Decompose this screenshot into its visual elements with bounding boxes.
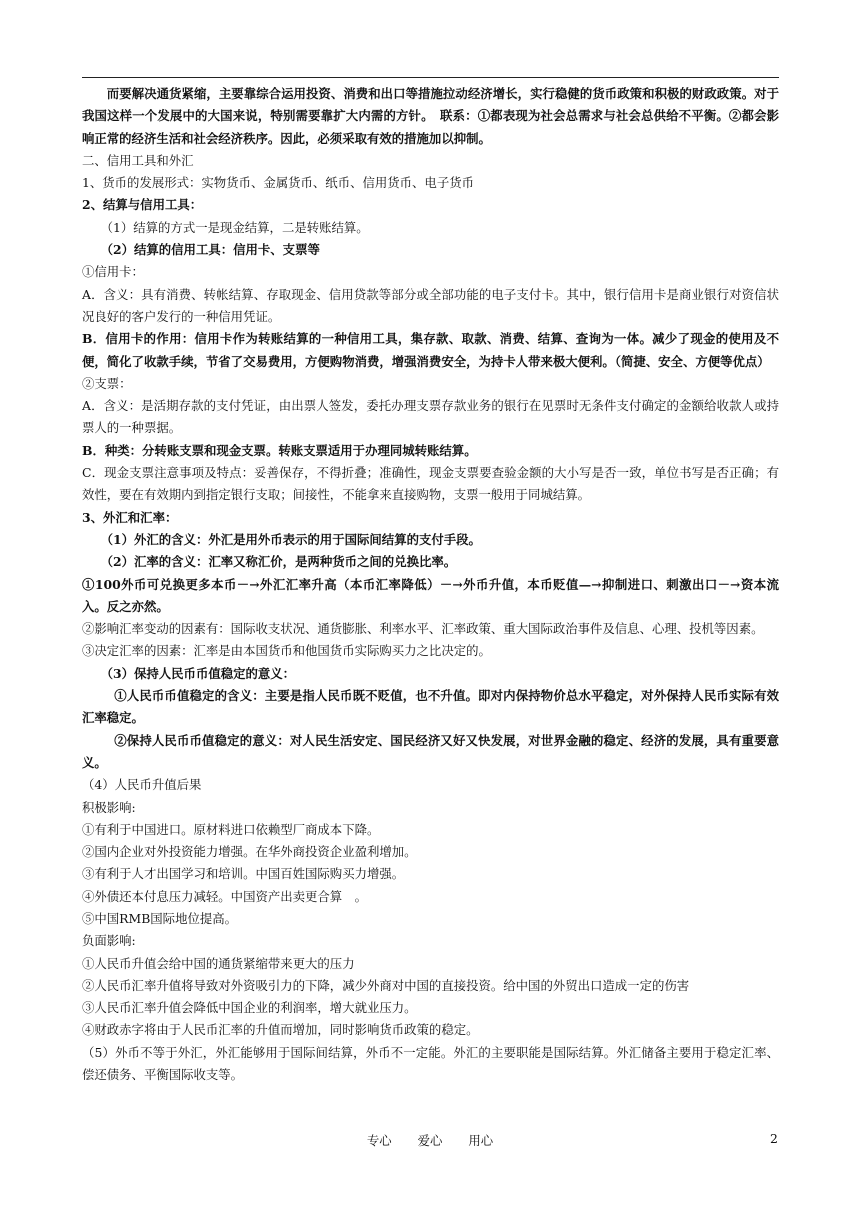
paragraph: ②影响汇率变动的因素有：国际收支状况、通货膨胀、利率水平、汇率政策、重大国际政治事件及信息、心理、投机等因素。 <box>82 621 764 637</box>
paragraph: （3）保持人民币币值稳定的意义： <box>100 665 296 681</box>
paragraph: 3、外汇和汇率： <box>82 509 178 525</box>
paragraph: ④财政赤字将由于人民币汇率的升值而增加，同时影响货币政策的稳定。 <box>82 1022 479 1038</box>
paragraph: ①人民币升值会给中国的通货紧缩带来更大的压力 <box>82 955 355 971</box>
paragraph: （2）汇率的含义：汇率又称汇价，是两种货币之间的兑换比率。 <box>100 554 457 570</box>
paragraph: 负面影响: <box>82 933 136 949</box>
paragraph: 而要解决通货紧缩，主要靠综合运用投资、消费和出口等措施拉动经济增长，实行稳健的货币政策和积极的财政政策。对于我国这样一个发展中的大国来说，特别需要靠扩大内需的方针。 联系：①都表现为社会总需求与社会总供给不平衡。②都会影响正常的经济生活和社会经济秩序。因此，必须采取有效的措施加以抑制。 <box>82 86 779 146</box>
document-body <box>82 83 779 1086</box>
footer-slogan-word: 用心 <box>468 1133 494 1148</box>
paragraph: 二、信用工具和外汇 <box>82 152 194 168</box>
paragraph: （1）结算的方式一是现金结算，二是转账结算。 <box>100 219 369 235</box>
paragraph: ①100外币可兑换更多本币－→外汇汇率升高（本币汇率降低）－→外币升值，本币贬值—→抑制进口、刺激出口－→资本流入。反之亦然。 <box>82 576 779 614</box>
paragraph: （5）外币不等于外汇，外汇能够用于国际间结算，外币不一定能。外汇的主要职能是国际结算。外汇储备主要用于稳定汇率、偿还债务、平衡国际收支等。 <box>82 1044 779 1083</box>
paragraph: ③决定汇率的因素：汇率是由本国货币和他国货币实际购买力之比决定的。 <box>82 643 491 659</box>
paragraph: B．种类：分转账支票和现金支票。转账支票适用于办理同城转账结算。 <box>82 442 477 458</box>
footer-slogan-word: 爱心 <box>417 1133 443 1148</box>
paragraph: 2、结算与信用工具： <box>82 197 203 213</box>
paragraph: 积极影响: <box>82 799 136 815</box>
paragraph: ④外债还本付息压力减轻。中国资产出卖更合算 。 <box>82 888 367 904</box>
paragraph: （2）结算的信用工具：信用卡、支票等 <box>100 242 320 258</box>
paragraph: A．含义：是活期存款的支付凭证，由出票人签发，委托办理支票存款业务的银行在见票时无条件支付确定的金额给收款人或持票人的一种票据。 <box>82 398 779 436</box>
paragraph: A．含义：具有消费、转帐结算、存取现金、信用贷款等部分或全部功能的电子支付卡。其中，银行信用卡是商业银行对资信状况良好的客户发行的一种信用凭证。 <box>82 286 779 324</box>
paragraph: ⑤中国RMB国际地位提高。 <box>82 910 238 926</box>
paragraph: ②人民币汇率升值将导致对外资吸引力的下降，减少外商对中国的直接投资。给中国的外贸出口造成一定的伤害 <box>82 977 690 993</box>
paragraph: C．现金支票注意事项及特点：妥善保存，不得折叠；准确性，现金支票要查验金额的大小写是否一致，单位书写是否正确；有效性，要在有效期内到指定银行支取；间接性，不能拿来直接购物，支票一般用于同城结算。 <box>82 465 779 503</box>
paragraph: 1、货币的发展形式：实物货币、金属货币、纸币、信用货币、电子货币 <box>82 175 474 191</box>
page-number: 2 <box>770 1131 778 1146</box>
paragraph: ③人民币汇率升值会降低中国企业的利润率，增大就业压力。 <box>82 1000 417 1016</box>
paragraph: ②国内企业对外投资能力增强。在华外商投资企业盈利增加。 <box>82 844 417 860</box>
footer-slogan <box>0 1131 860 1149</box>
paragraph: （1）外汇的含义：外汇是用外币表示的用于国际间结算的支付手段。 <box>100 531 481 547</box>
paragraph: ②保持人民币币值稳定的意义：对人民生活安定、国民经济又好又快发展，对世界金融的稳定、经济的发展，具有重要意义。 <box>82 732 779 770</box>
paragraph: ②支票： <box>82 375 132 391</box>
paragraph: （4）人民币升值后果 <box>82 777 202 793</box>
paragraph: ①信用卡： <box>82 264 144 280</box>
paragraph: ①人民币币值稳定的含义：主要是指人民币既不贬值，也不升值。即对内保持物价总水平稳定，对外保持人民币实际有效汇率稳定。 <box>82 688 779 726</box>
paragraph: B．信用卡的作用：信用卡作为转账结算的一种信用工具，集存款、取款、消费、结算、查询为一体。减少了现金的使用及不便，简化了收款手续，节省了交易费用，方便购物消费，增强消费安全，为持卡人带来极大便利。（简捷、安全、方便等优点） <box>82 331 779 369</box>
header-rule <box>82 77 779 78</box>
footer-slogan-word: 专心 <box>366 1133 392 1148</box>
paragraph: ③有利于人才出国学习和培训。中国百姓国际购买力增强。 <box>82 866 405 882</box>
paragraph: ①有利于中国进口。原材料进口依赖型厂商成本下降。 <box>82 821 380 837</box>
